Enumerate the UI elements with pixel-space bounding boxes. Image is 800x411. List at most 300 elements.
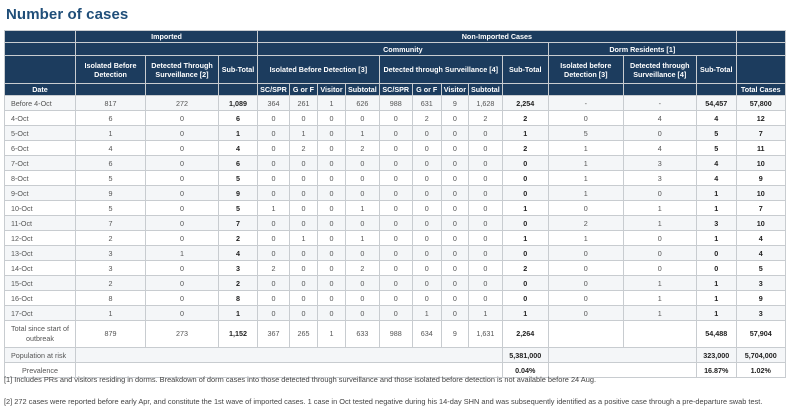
value-cell: 4 bbox=[736, 246, 785, 261]
value-cell: 1 bbox=[502, 201, 548, 216]
table-row bbox=[5, 141, 786, 156]
value-cell: 1,628 bbox=[469, 96, 503, 111]
table-row bbox=[5, 126, 786, 141]
value-cell: 0 bbox=[502, 291, 548, 306]
header-imported-subtotal: Sub-Total bbox=[219, 56, 258, 84]
value-cell: 1 bbox=[76, 306, 146, 321]
value-cell: 0 bbox=[441, 126, 468, 141]
header-community: Community bbox=[258, 43, 549, 56]
value-cell: 0 bbox=[146, 126, 219, 141]
value-cell: 0 bbox=[346, 276, 380, 291]
table-row bbox=[5, 216, 786, 231]
value-cell: 0 bbox=[346, 246, 380, 261]
value-cell: 0 bbox=[441, 216, 468, 231]
value-cell: 0 bbox=[441, 261, 468, 276]
value-cell: 7 bbox=[736, 126, 785, 141]
value-cell: 57,800 bbox=[736, 96, 785, 111]
value-cell: 0 bbox=[318, 141, 346, 156]
value-cell: 0 bbox=[412, 231, 441, 246]
value-cell: 1 bbox=[346, 126, 380, 141]
value-cell: 0 bbox=[441, 111, 468, 126]
value-cell: 1 bbox=[696, 231, 736, 246]
value-cell: 0 bbox=[412, 216, 441, 231]
value-cell: 3 bbox=[623, 171, 696, 186]
value-cell: 0 bbox=[696, 261, 736, 276]
value-cell: 0 bbox=[290, 201, 318, 216]
value-cell: 0 bbox=[146, 231, 219, 246]
header-community-subtotal: Sub-Total bbox=[502, 56, 548, 84]
value-cell: 0 bbox=[290, 261, 318, 276]
value-cell: 626 bbox=[346, 96, 380, 111]
value-cell: 0 bbox=[623, 126, 696, 141]
value-cell: 0 bbox=[258, 276, 290, 291]
value-cell: 4 bbox=[736, 231, 785, 246]
value-cell: 0 bbox=[318, 291, 346, 306]
value-cell: 1 bbox=[548, 231, 623, 246]
value-cell: 7 bbox=[736, 201, 785, 216]
value-cell: 0 bbox=[146, 216, 219, 231]
value-cell: 0 bbox=[318, 186, 346, 201]
value-cell: 0 bbox=[412, 126, 441, 141]
value-cell: 0 bbox=[258, 216, 290, 231]
value-cell: 988 bbox=[379, 96, 412, 111]
value-cell: 0 bbox=[146, 276, 219, 291]
value-cell: 0 bbox=[548, 261, 623, 276]
value-cell: 2 bbox=[548, 216, 623, 231]
value-cell: 0 bbox=[146, 156, 219, 171]
value-cell: 0 bbox=[469, 201, 503, 216]
value-cell: 1 bbox=[146, 246, 219, 261]
value-cell: 3 bbox=[623, 156, 696, 171]
value-cell: 5 bbox=[76, 201, 146, 216]
value-cell: 0 bbox=[502, 246, 548, 261]
value-cell: 0 bbox=[290, 156, 318, 171]
date-cell: 14-Oct bbox=[5, 261, 76, 276]
value-cell: 0 bbox=[441, 306, 468, 321]
prevalence-total: 1.02% bbox=[736, 363, 785, 378]
value-cell: 1 bbox=[219, 306, 258, 321]
value-cell: 0 bbox=[469, 231, 503, 246]
population-label: Population at risk bbox=[5, 348, 76, 363]
header-community-isolated: Isolated Before Detection [3] bbox=[258, 56, 380, 84]
date-cell: 10-Oct bbox=[5, 201, 76, 216]
value-cell: 1 bbox=[696, 186, 736, 201]
value-cell: 3 bbox=[696, 216, 736, 231]
value-cell: 0 bbox=[290, 111, 318, 126]
value-cell: 0 bbox=[441, 186, 468, 201]
table-row bbox=[5, 111, 786, 126]
value-cell: 0 bbox=[146, 186, 219, 201]
footnote-1: [1] Includes PRs and visitors residing in dorms. Breakdown of dorm cases into those detected through surveillance and those isolated before detection is not available before 24 Aug. bbox=[4, 375, 597, 384]
table-row bbox=[5, 186, 786, 201]
value-cell: 0 bbox=[696, 246, 736, 261]
value-cell: 0 bbox=[469, 186, 503, 201]
table-body bbox=[5, 96, 786, 378]
value-cell: 0 bbox=[290, 186, 318, 201]
value-cell: 2 bbox=[76, 231, 146, 246]
value-cell: 0 bbox=[469, 276, 503, 291]
value-cell: 2 bbox=[219, 276, 258, 291]
value-cell: 10 bbox=[736, 156, 785, 171]
value-cell: 0 bbox=[258, 156, 290, 171]
value-cell: 3 bbox=[736, 306, 785, 321]
value-cell: 3 bbox=[219, 261, 258, 276]
value-cell: 0 bbox=[146, 141, 219, 156]
value-cell: 0 bbox=[412, 171, 441, 186]
value-cell: 0 bbox=[441, 246, 468, 261]
value-cell: 1 bbox=[623, 201, 696, 216]
value-cell: 0 bbox=[379, 276, 412, 291]
value-cell: 0 bbox=[441, 291, 468, 306]
value-cell: 2,254 bbox=[502, 96, 548, 111]
value-cell: 364 bbox=[258, 96, 290, 111]
table-row bbox=[5, 291, 786, 306]
value-cell: 0 bbox=[548, 246, 623, 261]
table-row bbox=[5, 306, 786, 321]
value-cell: 0 bbox=[146, 111, 219, 126]
value-cell: 1 bbox=[623, 306, 696, 321]
header-blank-total bbox=[736, 56, 785, 84]
date-cell: 7-Oct bbox=[5, 156, 76, 171]
value-cell: 6 bbox=[219, 111, 258, 126]
value-cell: 0 bbox=[379, 201, 412, 216]
value-cell: 1 bbox=[76, 126, 146, 141]
value-cell: 1 bbox=[548, 186, 623, 201]
value-cell: 0 bbox=[548, 111, 623, 126]
table-header bbox=[5, 31, 786, 96]
value-cell: 0 bbox=[441, 156, 468, 171]
value-cell: 0 bbox=[258, 246, 290, 261]
header-sc-spr: SC/SPR bbox=[258, 84, 290, 96]
value-cell: 0 bbox=[146, 306, 219, 321]
value-cell: 0 bbox=[258, 291, 290, 306]
value-cell: 0 bbox=[623, 186, 696, 201]
population-dorm: 323,000 bbox=[696, 348, 736, 363]
value-cell: 0 bbox=[469, 141, 503, 156]
value-cell: 0 bbox=[258, 186, 290, 201]
value-cell: 0 bbox=[318, 201, 346, 216]
value-cell: 3 bbox=[76, 246, 146, 261]
value-cell: 1 bbox=[219, 126, 258, 141]
value-cell: 0 bbox=[290, 246, 318, 261]
table-row bbox=[5, 171, 786, 186]
value-cell: 0 bbox=[548, 306, 623, 321]
value-cell: 0 bbox=[469, 291, 503, 306]
value-cell: 9 bbox=[736, 171, 785, 186]
value-cell: 0 bbox=[146, 201, 219, 216]
value-cell: 2 bbox=[502, 141, 548, 156]
value-cell: 4 bbox=[623, 141, 696, 156]
value-cell: 5 bbox=[219, 201, 258, 216]
table-row bbox=[5, 201, 786, 216]
value-cell: 5 bbox=[696, 126, 736, 141]
population-row bbox=[5, 348, 786, 363]
value-cell: 5 bbox=[696, 141, 736, 156]
value-cell: 0 bbox=[379, 156, 412, 171]
value-cell: 0 bbox=[441, 171, 468, 186]
value-cell: 1 bbox=[696, 276, 736, 291]
header-blank-total bbox=[736, 43, 785, 56]
footnote-2: [2] 272 cases were reported before early Apr, and constitute the 1st wave of imported cases. 1 case in Oct tested negative during his 14-day SHN and was subsequently identified as a positive case through a pre-departure swab test. bbox=[4, 397, 763, 406]
prevalence-dorm: 16.87% bbox=[696, 363, 736, 378]
value-cell: 6 bbox=[219, 156, 258, 171]
value-cell: 0 bbox=[379, 261, 412, 276]
value-cell: 0 bbox=[258, 306, 290, 321]
value-cell: 3 bbox=[76, 261, 146, 276]
value-cell: 0 bbox=[318, 231, 346, 246]
value-cell: 2 bbox=[258, 261, 290, 276]
value-cell: 9 bbox=[441, 96, 468, 111]
value-cell: 0 bbox=[318, 156, 346, 171]
value-cell: 0 bbox=[412, 201, 441, 216]
date-cell: 13-Oct bbox=[5, 246, 76, 261]
value-cell: 0 bbox=[623, 261, 696, 276]
value-cell: 0 bbox=[441, 276, 468, 291]
value-cell: 12 bbox=[736, 111, 785, 126]
value-cell: 1 bbox=[548, 141, 623, 156]
value-cell: 1 bbox=[623, 291, 696, 306]
value-cell: 0 bbox=[469, 156, 503, 171]
value-cell: 0 bbox=[379, 216, 412, 231]
value-cell: 1 bbox=[696, 291, 736, 306]
header-visitor: Visitor bbox=[441, 84, 468, 96]
header-dorm-isolated: Isolated before Detection [3] bbox=[548, 56, 623, 84]
value-cell: 2 bbox=[290, 141, 318, 156]
value-cell: 0 bbox=[346, 156, 380, 171]
value-cell: 9 bbox=[219, 186, 258, 201]
value-cell: 2 bbox=[412, 111, 441, 126]
value-cell: 1 bbox=[623, 216, 696, 231]
value-cell: 0 bbox=[441, 141, 468, 156]
value-cell: 1 bbox=[412, 306, 441, 321]
value-cell: 0 bbox=[379, 111, 412, 126]
table-row bbox=[5, 246, 786, 261]
value-cell: 0 bbox=[502, 186, 548, 201]
value-cell: 0 bbox=[318, 246, 346, 261]
value-cell: 1 bbox=[346, 231, 380, 246]
value-cell: 0 bbox=[346, 291, 380, 306]
value-cell: 0 bbox=[346, 216, 380, 231]
value-cell: 0 bbox=[502, 156, 548, 171]
value-cell: 6 bbox=[76, 111, 146, 126]
header-blank bbox=[5, 56, 76, 84]
value-cell: 0 bbox=[548, 291, 623, 306]
value-cell: 0 bbox=[379, 141, 412, 156]
value-cell: 0 bbox=[441, 231, 468, 246]
value-cell: 1 bbox=[469, 306, 503, 321]
value-cell: 9 bbox=[736, 291, 785, 306]
value-cell: 0 bbox=[548, 276, 623, 291]
value-cell: 0 bbox=[318, 126, 346, 141]
header-date: Date bbox=[5, 84, 76, 96]
value-cell: 1 bbox=[502, 126, 548, 141]
population-total: 5,704,000 bbox=[736, 348, 785, 363]
value-cell: 0 bbox=[318, 111, 346, 126]
value-cell: 0 bbox=[379, 306, 412, 321]
value-cell: 0 bbox=[146, 171, 219, 186]
value-cell: 0 bbox=[318, 216, 346, 231]
value-cell: 5 bbox=[736, 261, 785, 276]
value-cell: 2 bbox=[346, 261, 380, 276]
value-cell: 7 bbox=[76, 216, 146, 231]
header-blank-total bbox=[736, 31, 785, 43]
value-cell: 2 bbox=[502, 111, 548, 126]
value-cell: 1 bbox=[502, 306, 548, 321]
value-cell: 1 bbox=[696, 201, 736, 216]
value-cell: 0 bbox=[502, 276, 548, 291]
value-cell: 1 bbox=[346, 201, 380, 216]
value-cell: 3 bbox=[736, 276, 785, 291]
value-cell: 0 bbox=[346, 306, 380, 321]
header-g-or-f: G or F bbox=[412, 84, 441, 96]
value-cell: 5 bbox=[219, 171, 258, 186]
value-cell: 0 bbox=[318, 171, 346, 186]
date-cell: 5-Oct bbox=[5, 126, 76, 141]
date-cell: Before 4-Oct bbox=[5, 96, 76, 111]
value-cell: 8 bbox=[76, 291, 146, 306]
value-cell: 1 bbox=[548, 171, 623, 186]
value-cell: 0 bbox=[346, 111, 380, 126]
header-sc-spr: SC/SPR bbox=[379, 84, 412, 96]
value-cell: 4 bbox=[696, 156, 736, 171]
value-cell: 0 bbox=[469, 171, 503, 186]
date-cell: 15-Oct bbox=[5, 276, 76, 291]
value-cell: 0 bbox=[412, 276, 441, 291]
prevalence-label: Prevalence bbox=[5, 363, 76, 378]
value-cell: 0 bbox=[318, 276, 346, 291]
value-cell: 0 bbox=[318, 261, 346, 276]
value-cell: 0 bbox=[412, 141, 441, 156]
value-cell: 0 bbox=[502, 171, 548, 186]
header-visitor: Visitor bbox=[318, 84, 346, 96]
date-cell: 9-Oct bbox=[5, 186, 76, 201]
value-cell: 0 bbox=[379, 126, 412, 141]
value-cell: 5 bbox=[76, 171, 146, 186]
value-cell: 11 bbox=[736, 141, 785, 156]
value-cell: 272 bbox=[146, 96, 219, 111]
value-cell: 0 bbox=[379, 291, 412, 306]
date-cell: 4-Oct bbox=[5, 111, 76, 126]
value-cell: 4 bbox=[219, 246, 258, 261]
value-cell: 0 bbox=[146, 261, 219, 276]
date-cell: 6-Oct bbox=[5, 141, 76, 156]
value-cell: 1 bbox=[502, 231, 548, 246]
value-cell: 0 bbox=[469, 126, 503, 141]
value-cell: 1,089 bbox=[219, 96, 258, 111]
header-imported-detected: Detected Through Surveillance [2] bbox=[146, 56, 219, 84]
value-cell: 7 bbox=[219, 216, 258, 231]
value-cell: 0 bbox=[412, 156, 441, 171]
value-cell: 0 bbox=[379, 231, 412, 246]
value-cell: 0 bbox=[469, 261, 503, 276]
table-row bbox=[5, 231, 786, 246]
value-cell: 817 bbox=[76, 96, 146, 111]
value-cell: 1 bbox=[258, 201, 290, 216]
value-cell: 0 bbox=[258, 231, 290, 246]
page-title: Number of cases bbox=[6, 6, 129, 23]
value-cell: - bbox=[548, 96, 623, 111]
value-cell: 0 bbox=[258, 126, 290, 141]
value-cell: 0 bbox=[502, 216, 548, 231]
header-total-cases: Total Cases bbox=[736, 84, 785, 96]
value-cell: 2 bbox=[346, 141, 380, 156]
value-cell: 1 bbox=[318, 96, 346, 111]
date-cell: 11-Oct bbox=[5, 216, 76, 231]
value-cell: 0 bbox=[469, 216, 503, 231]
date-cell: 12-Oct bbox=[5, 231, 76, 246]
value-cell: 261 bbox=[290, 96, 318, 111]
value-cell: 4 bbox=[76, 141, 146, 156]
date-cell: 16-Oct bbox=[5, 291, 76, 306]
header-subtotal: Subtotal bbox=[469, 84, 503, 96]
population-community: 5,381,000 bbox=[502, 348, 548, 363]
value-cell: 1 bbox=[290, 231, 318, 246]
value-cell: 5 bbox=[548, 126, 623, 141]
table-row bbox=[5, 276, 786, 291]
header-blank-imported bbox=[76, 43, 258, 56]
value-cell: 0 bbox=[290, 171, 318, 186]
value-cell: 2 bbox=[502, 261, 548, 276]
value-cell: 0 bbox=[623, 246, 696, 261]
total-row: Total since start of outbreak 879 273 1,152 367 265 1 633 988 634 9 1,631 2,264 54,488 57,904 bbox=[5, 321, 786, 348]
value-cell: 0 bbox=[290, 306, 318, 321]
header-dorm-subtotal: Sub-Total bbox=[696, 56, 736, 84]
header-dorm-residents: Dorm Residents [1] bbox=[548, 43, 736, 56]
value-cell: 0 bbox=[258, 141, 290, 156]
header-imported: Imported bbox=[76, 31, 258, 43]
header-g-or-f: G or F bbox=[290, 84, 318, 96]
value-cell: 0 bbox=[290, 216, 318, 231]
value-cell: 631 bbox=[412, 96, 441, 111]
value-cell: 0 bbox=[379, 186, 412, 201]
value-cell: 2 bbox=[219, 231, 258, 246]
value-cell: 4 bbox=[696, 171, 736, 186]
date-cell: 8-Oct bbox=[5, 171, 76, 186]
header-non-imported: Non-Imported Cases bbox=[258, 31, 737, 43]
value-cell: 0 bbox=[290, 276, 318, 291]
value-cell: 4 bbox=[623, 111, 696, 126]
header-dorm-detected: Detected through Surveillance [4] bbox=[623, 56, 696, 84]
value-cell: 0 bbox=[623, 231, 696, 246]
value-cell: - bbox=[623, 96, 696, 111]
value-cell: 1 bbox=[548, 156, 623, 171]
value-cell: 0 bbox=[548, 201, 623, 216]
header-subtotal: Subtotal bbox=[346, 84, 380, 96]
value-cell: 0 bbox=[412, 246, 441, 261]
value-cell: 0 bbox=[290, 291, 318, 306]
value-cell: 1 bbox=[290, 126, 318, 141]
value-cell: 10 bbox=[736, 186, 785, 201]
table-row bbox=[5, 156, 786, 171]
value-cell: 8 bbox=[219, 291, 258, 306]
value-cell: 0 bbox=[441, 201, 468, 216]
value-cell: 1 bbox=[696, 306, 736, 321]
value-cell: 0 bbox=[258, 171, 290, 186]
value-cell: 6 bbox=[76, 156, 146, 171]
value-cell: 4 bbox=[696, 111, 736, 126]
cases-table bbox=[4, 30, 786, 378]
date-cell: 17-Oct bbox=[5, 306, 76, 321]
value-cell: 2 bbox=[469, 111, 503, 126]
prevalence-community: 0.04% bbox=[502, 363, 548, 378]
header-imported-isolated: Isolated Before Detection bbox=[76, 56, 146, 84]
value-cell: 9 bbox=[76, 186, 146, 201]
value-cell: 0 bbox=[346, 186, 380, 201]
value-cell: 0 bbox=[412, 291, 441, 306]
value-cell: 2 bbox=[76, 276, 146, 291]
value-cell: 0 bbox=[379, 246, 412, 261]
value-cell: 0 bbox=[146, 291, 219, 306]
